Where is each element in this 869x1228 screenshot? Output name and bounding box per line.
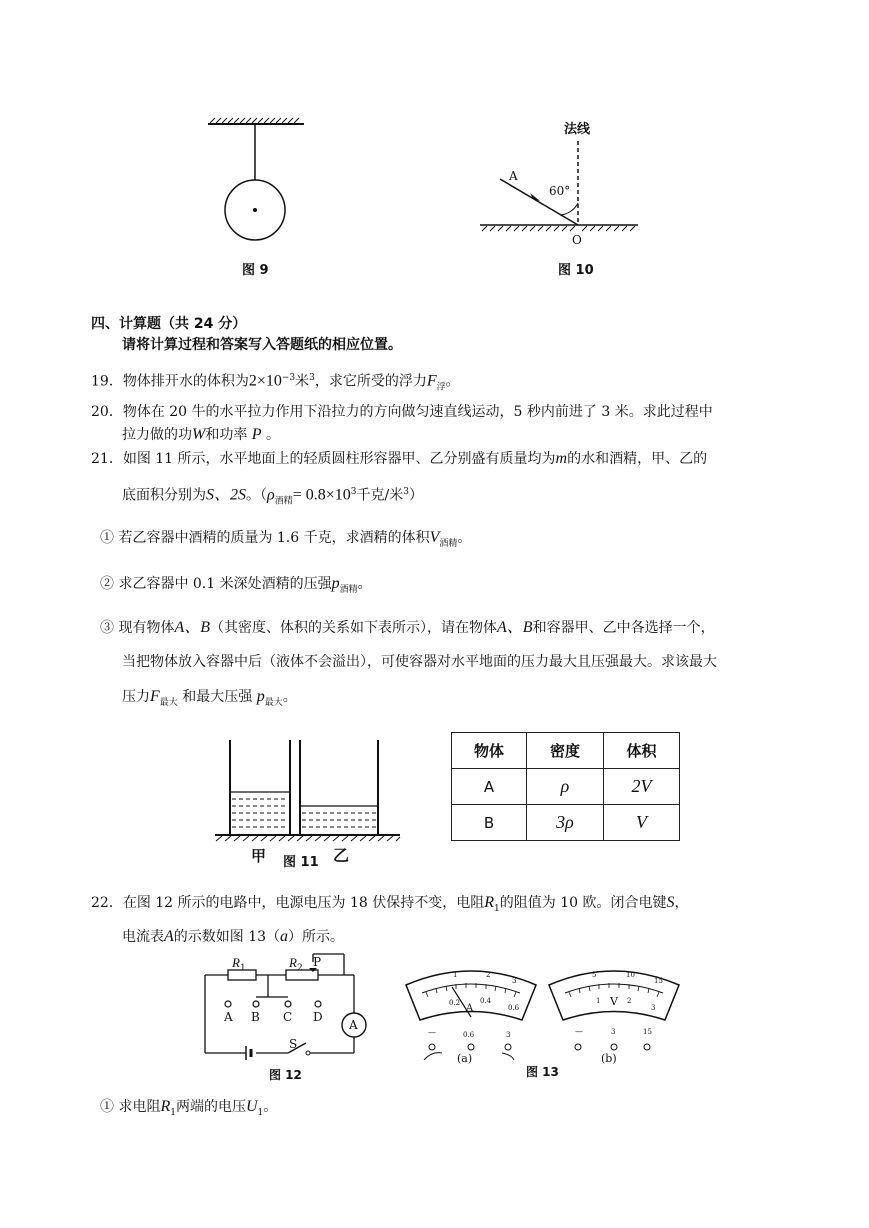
figure-10-point-o: O (572, 233, 582, 247)
figure-11-label-jia: 甲 (251, 847, 267, 865)
figure-13a-label: (a) (457, 1052, 473, 1065)
voltmeter-terminal-15: 15 (643, 1028, 652, 1036)
question-21-part-1: ① 若乙容器中酒精的质量为 1.6 千克，求酒精的体积$V_{酒精}$。 (100, 529, 472, 549)
voltmeter-scale-top-1: 5 (592, 971, 597, 979)
figure-12-r1-label: $R_1$ (232, 955, 246, 974)
figure-10-caption: 图 10 (558, 263, 594, 278)
question-number: 22． (91, 895, 123, 911)
question-22-part-1: ① 求电阻$R_1$两端的电压$U_1$。 (100, 1098, 278, 1118)
ammeter-terminal-3: 3 (506, 1031, 511, 1039)
figure-12-terminal-a: A (224, 1010, 233, 1024)
voltmeter-scale-top-3: 15 (654, 977, 663, 985)
question-21-part-3-line-2: 当把物体放入容器中后（液体不会溢出），可使容器对水平地面的压力最大且压强最大。求该最大 (122, 654, 717, 670)
figure-12-caption: 图 12 (269, 1068, 302, 1082)
ammeter-unit-label: A (466, 1003, 474, 1014)
voltmeter-scale-bottom-1: 1 (596, 997, 601, 1005)
figure-13b-label: (b) (601, 1052, 617, 1065)
figure-9-pendulum (200, 110, 310, 250)
density-volume-table (451, 732, 680, 841)
table-cell: 3ρ (527, 805, 604, 841)
figure-10-ray-label: A (509, 169, 518, 183)
table-header: 密度 (527, 733, 604, 769)
figure-11-caption: 图 11 (283, 855, 319, 870)
ammeter-scale-bottom-1: 0.2 (449, 999, 461, 1007)
voltmeter-terminal-3: 3 (611, 1028, 616, 1036)
figure-12-terminal-d: D (313, 1010, 323, 1024)
question-22: 22．在图 12 所示的电路中，电源电压为 18 伏保持不变，电阻$R_1$的阻值为 10 欧。闭合电键S， (91, 894, 689, 914)
ammeter-terminal-neg: — (428, 1028, 436, 1037)
table-cell: B (452, 805, 527, 841)
question-19: 19．物体排开水的体积为$2\times 10^{-3}$米$^3$，求它所受的浮力$F_浮$。 (91, 372, 460, 393)
table-cell: V (604, 805, 680, 841)
ammeter-terminal-06: 0.6 (463, 1031, 475, 1039)
question-21-line-2: 底面积分别为S、2S。（$\rho_{酒精}= 0.8\times 10^3$千克/米$^3$） (122, 486, 423, 507)
table-row (452, 805, 680, 841)
ammeter-scale-top-2: 2 (486, 971, 491, 979)
question-21-part-3: ③ 现有物体A、B（其密度、体积的关系如下表所示），请在物体A、B和容器甲、乙中各选择一个， (100, 619, 715, 636)
figure-12-ammeter-label: A (349, 1018, 358, 1032)
table-row (452, 769, 680, 805)
figure-12-r2-label: $R_2$ (289, 955, 303, 974)
figure-12-switch-label: S (289, 1037, 298, 1051)
figure-12-slider-label: P (313, 955, 322, 969)
voltmeter-scale-bottom-2: 2 (627, 997, 632, 1005)
ammeter-scale-top-3: 3 (512, 977, 517, 985)
voltmeter-terminal-neg: — (575, 1027, 583, 1036)
question-22-line-2: 电流表A的示数如图 13（a）所示。 (122, 928, 345, 945)
ammeter-scale-bottom-3: 0.6 (508, 1004, 520, 1012)
question-20-line-2: 拉力做的功W和功率 P 。 (122, 426, 281, 443)
table-cell: 2V (604, 769, 680, 805)
table-header: 物体 (452, 733, 527, 769)
voltmeter-scale-top-2: 10 (626, 971, 635, 979)
section-instruction: 请将计算过程和答案写入答题纸的相应位置。 (122, 337, 402, 353)
question-21: 21．如图 11 所示，水平地面上的轻质圆柱形容器甲、乙分别盛有质量均为m的水和酒精，甲、乙的 (91, 450, 708, 467)
question-21-part-2: ② 求乙容器中 0.1 米深处酒精的压强$p_{酒精}$。 (100, 575, 372, 595)
figure-9-caption: 图 9 (242, 263, 269, 278)
figure-12-terminal-c: C (283, 1010, 293, 1024)
figure-13-caption: 图 13 (526, 1065, 559, 1079)
question-number: 19． (91, 373, 123, 390)
table-header: 体积 (604, 733, 680, 769)
table-cell: ρ (527, 769, 604, 805)
question-20: 20．物体在 20 牛的水平拉力作用下沿拉力的方向做匀速直线运动，5 秒内前进了 3 米。求此过程中 (91, 404, 713, 420)
figure-11-containers (210, 735, 405, 850)
figure-12-circuit (198, 950, 373, 1060)
voltmeter-unit-label: V (610, 995, 618, 1008)
table-cell: A (452, 769, 527, 805)
figure-11-label-yi: 乙 (333, 846, 350, 865)
ammeter-scale-top-1: 1 (453, 971, 458, 979)
voltmeter-scale-bottom-3: 3 (651, 1004, 656, 1012)
ammeter-scale-bottom-2: 0.4 (480, 997, 492, 1005)
figure-10-normal-label: 法线 (564, 122, 591, 137)
question-number: 20． (91, 404, 123, 420)
question-21-part-3-line-3: 压力$F_{最大}$ 和最大压强 $p_{最大}$。 (122, 688, 297, 708)
figure-12-terminal-b: B (251, 1010, 260, 1024)
figure-10-angle-label: 60° (549, 184, 571, 198)
section-title: 四、计算题（共 24 分） (91, 316, 247, 332)
question-number: 21． (91, 451, 123, 467)
table-header-row (452, 733, 680, 769)
